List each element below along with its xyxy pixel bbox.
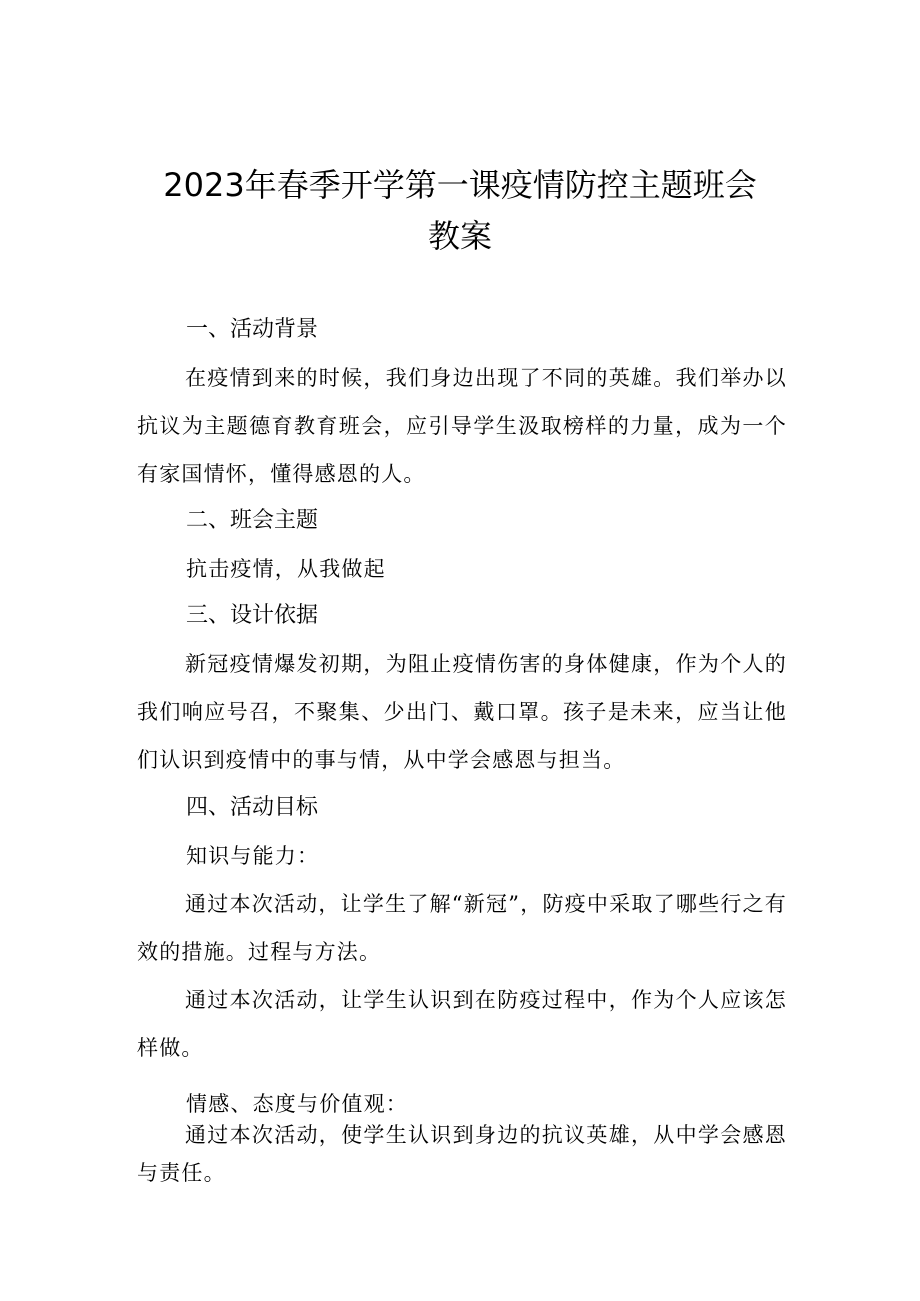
section-heading-background: 一、活动背景 [186,317,319,342]
section-text-design-basis: 新冠疫情爆发初期，为阻止疫情伤害的身体健康，作为个人的我们响应号召，不聚集、少出门、戴口罩。孩子是未来，应当让他们认识到疫情中的事与情，从中学会感恩与担当。 [137,652,787,772]
section-heading-theme: 二、班会主题 [186,508,319,533]
section-heading-goals: 四、活动目标 [186,795,319,820]
document-title-line-2: 教案 [427,217,492,255]
document-title-line-1: 2023年春季开学第一课疫情防控主题班会 [163,166,757,204]
goals-subheading-knowledge: 知识与能力： [186,844,320,868]
section-text-background: 在疫情到来的时候，我们身边出现了不同的英雄。我们举办以抗议为主题德育教育班会，应引导学生汲取榜样的力量，成为一个有家国情怀，懂得感恩的人。 [137,366,787,486]
goals-paragraph-values: 通过本次活动，使学生认识到身边的抗议英雄，从中学会感恩与责任。 [137,1123,787,1185]
goals-subheading-values: 情感、态度与价值观： [186,1092,408,1116]
section-text-theme: 抗击疫情，从我做起 [186,557,386,581]
section-heading-design-basis: 三、设计依据 [186,603,319,628]
goals-paragraph-process: 通过本次活动，让学生认识到在防疫过程中，作为个人应该怎样做。 [137,988,787,1060]
goals-paragraph-knowledge: 通过本次活动，让学生了解“新冠”，防疫中采取了哪些行之有效的措施。过程与方法。 [137,892,787,964]
